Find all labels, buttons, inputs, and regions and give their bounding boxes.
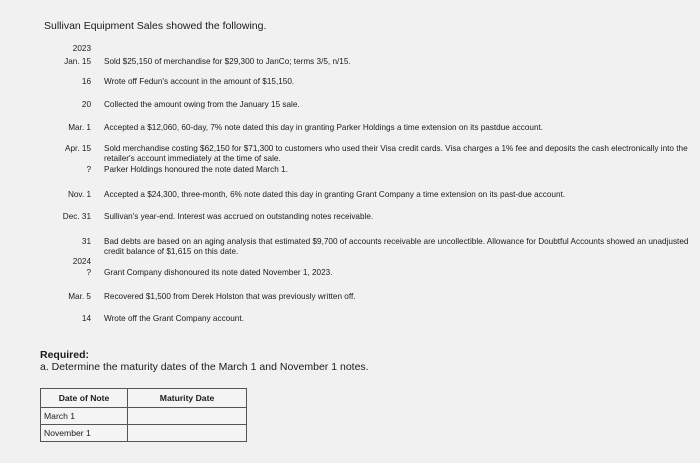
- required-heading: Required:: [40, 349, 90, 361]
- transaction-date: Mar. 1: [68, 123, 91, 132]
- transaction-text: Recovered $1,500 from Derek Holston that was previously written off.: [104, 292, 356, 301]
- transaction-text: Sold merchandise costing $62,150 for $71,300 to customers who used their Visa credit cards. Visa charges a 1% fee and deposits the cash electronically into the retailer's account immediately at the time of sale.: [104, 144, 688, 163]
- transaction-date: Apr. 15: [65, 144, 91, 153]
- transaction-text: Bad debts are based on an aging analysis that estimated $9,700 of accounts receivable are uncollectible. Allowance for Doubtful Accounts showed an unadjusted credit balance of $1,615 on this date.: [104, 237, 689, 256]
- transaction-text: Wrote off the Grant Company account.: [104, 314, 244, 323]
- year-label-2023: 2023: [72, 44, 91, 53]
- transaction-date: Jan. 15: [64, 57, 91, 66]
- maturity-cell-march-1[interactable]: [128, 408, 247, 425]
- table-header-row: [41, 389, 247, 408]
- header-maturity-date: Maturity Date: [128, 389, 247, 408]
- required-part-a: a. Determine the maturity dates of the March 1 and November 1 notes.: [40, 361, 369, 373]
- transaction-date: Dec. 31: [62, 212, 91, 221]
- transaction-text: Wrote off Fedun's account in the amount of $15,150.: [104, 77, 295, 86]
- transaction-text: Grant Company dishonoured its note dated November 1, 2023.: [104, 268, 333, 277]
- maturity-date-input-november-1[interactable]: [131, 427, 237, 439]
- transaction-text: Collected the amount owing from the January 15 sale.: [104, 100, 300, 109]
- transaction-date: ?: [86, 268, 91, 277]
- transaction-date: 20: [81, 100, 91, 109]
- transaction-text: Sold $25,150 of merchandise for $29,300 to JanCo; terms 3/5, n/15.: [104, 57, 351, 66]
- transaction-date: Mar. 5: [68, 292, 91, 301]
- row-label-march-1: March 1: [41, 408, 128, 425]
- transaction-date: 14: [81, 314, 91, 323]
- problem-intro: Sullivan Equipment Sales showed the following.: [44, 20, 267, 32]
- transaction-date: 31: [81, 237, 91, 246]
- transaction-date: Nov. 1: [67, 190, 91, 199]
- transaction-date: 16: [81, 77, 91, 86]
- maturity-table: [40, 388, 247, 442]
- transaction-text: Accepted a $12,060, 60-day, 7% note dated this day in granting Parker Holdings a time extension on its pastdue account.: [104, 123, 544, 132]
- transaction-date: ?: [86, 165, 91, 174]
- maturity-date-input-march-1[interactable]: [131, 410, 237, 422]
- transaction-text: Accepted a $24,300, three-month, 6% note dated this day in granting Grant Company a time extension on its past-due account.: [104, 190, 566, 199]
- header-date-of-note: Date of Note: [41, 389, 128, 408]
- transaction-text: Sullivan's year-end. Interest was accrued on outstanding notes receivable.: [104, 212, 374, 221]
- row-label-november-1: November 1: [41, 425, 128, 442]
- table-row: [41, 425, 247, 442]
- table-row: [41, 408, 247, 425]
- year-label-2024: 2024: [72, 257, 91, 266]
- transaction-text: Parker Holdings honoured the note dated March 1.: [104, 165, 288, 174]
- required-section: [40, 349, 369, 373]
- maturity-cell-november-1[interactable]: [128, 425, 247, 442]
